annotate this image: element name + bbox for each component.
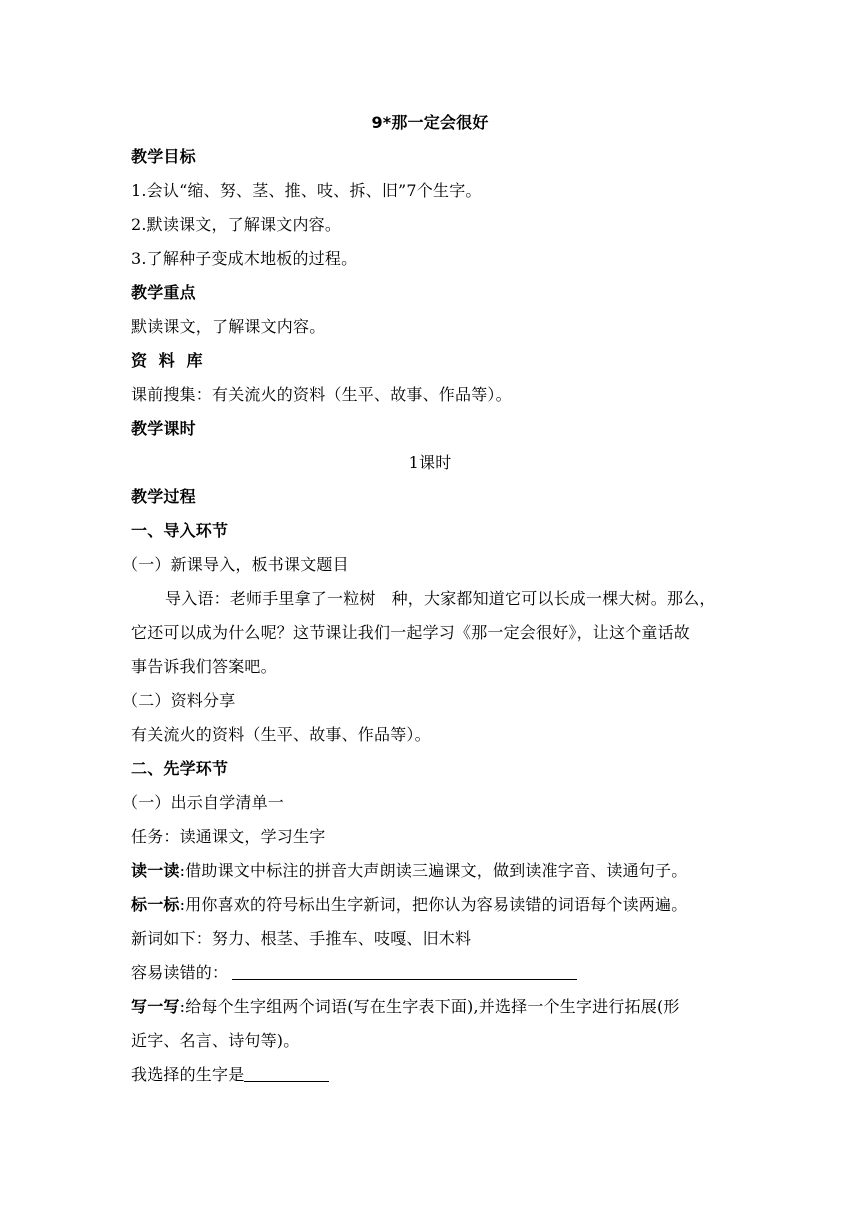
hours-heading: 教学课时 [131,419,196,438]
write-label: 写一写 [131,997,180,1016]
goals-heading: 教学目标 [131,147,196,166]
resources-text: 课前搜集：有关流火的资料（生平、故事、作品等）。 [131,385,512,404]
share-text: 有关流火的资料（生平、故事、作品等）。 [131,725,431,744]
intro-paragraph-line3: 事告诉我们答案吧。 [131,657,277,676]
goal-item-1: 1.会认“缩、努、茎、推、吱、拆、旧”7个生字。 [131,181,482,200]
task-text: 任务：读通课文，学习生字 [131,827,326,846]
lesson-title: 9*那一定会很好 [371,113,489,132]
choose-blank[interactable] [244,1065,329,1082]
goal-item-3: 3.了解种子变成木地板的过程。 [131,249,358,268]
mark-text: :用你喜欢的符号标出生字新词，把你认为容易读错的词语每个读两遍。 [179,895,688,914]
intro-part2: 种，大家都知道它可以长成一棵大树。那么， [391,589,716,608]
choose-row [131,1064,329,1086]
read-text: :借助课文中标注的拼音大声朗读三遍课文，做到读准字音、读通句子。 [179,861,688,880]
intro-part1: 导入语：老师手里拿了一粒树 [165,589,376,608]
easy-wrong-row [131,962,577,984]
read-label: 读一读 [131,861,180,880]
process-heading: 教学过程 [131,487,196,506]
section2-heading: 二、先学环节 [131,759,229,778]
goal-item-2: 2.默读课文，了解课文内容。 [131,215,342,234]
write-text: :给每个生字组两个词语(写在生字表下面),并选择一个生字进行拓展(形 [179,997,680,1016]
focus-heading: 教学重点 [131,283,196,302]
section1-sub1: （一）新课导入，板书课文题目 [122,555,349,574]
section1-heading: 一、导入环节 [131,521,229,540]
section2-sub1: （一）出示自学清单一 [122,793,285,812]
read-instruction [131,860,687,882]
intro-paragraph-line1 [165,588,716,610]
intro-paragraph-line2: 它还可以成为什么呢？这节课让我们一起学习《那一定会很好》，让这个童话故 [131,623,691,642]
hours-text: 1课时 [408,453,452,472]
easy-wrong-blank[interactable] [232,963,577,980]
write-instruction [131,996,680,1018]
mark-instruction [131,894,687,916]
section1-sub2: （二）资料分享 [122,691,236,710]
mark-label: 标一标 [131,895,180,914]
new-words: 新词如下：努力、根茎、手推车、吱嘎、旧木料 [131,929,472,948]
focus-text: 默读课文，了解课文内容。 [131,317,326,336]
easy-wrong-label: 容易读错的： [131,963,229,982]
write-instruction-line2: 近字、名言、诗句等)。 [131,1031,300,1050]
choose-label: 我选择的生字是 [131,1065,245,1084]
resources-heading: 资 料 库 [131,351,203,370]
